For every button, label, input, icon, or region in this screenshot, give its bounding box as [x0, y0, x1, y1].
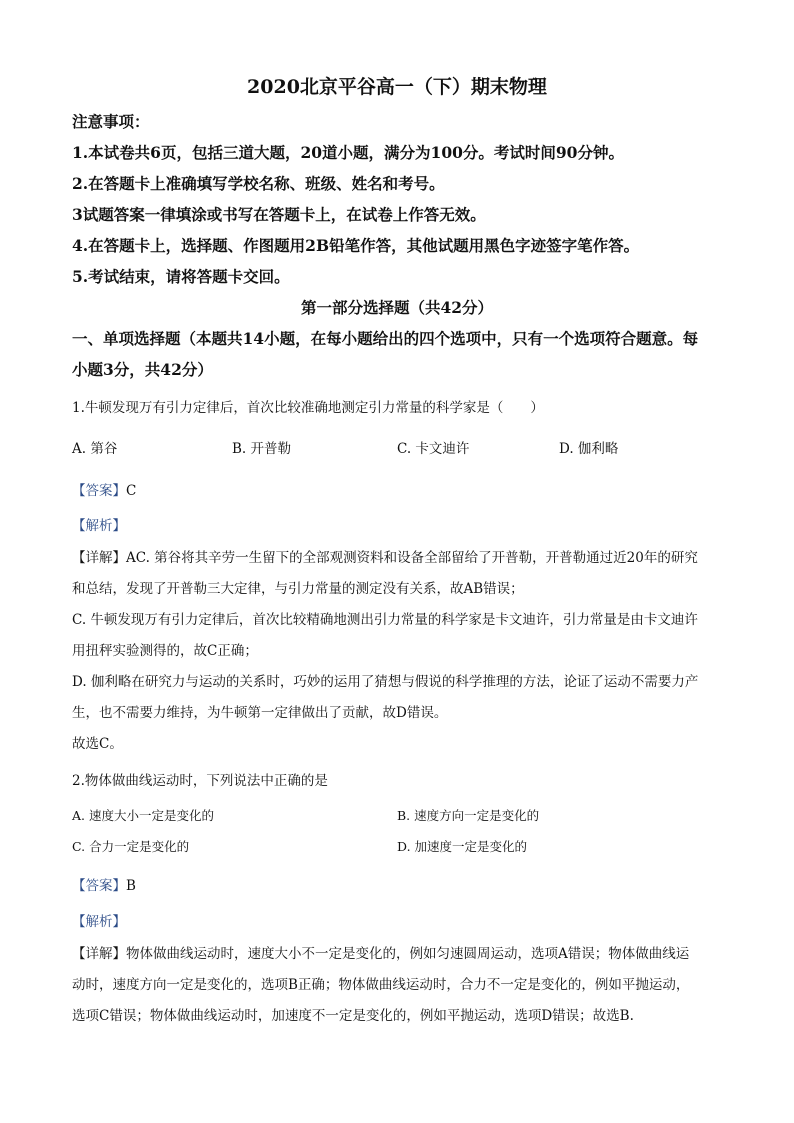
- q1-answer: [72, 479, 136, 499]
- q2-stem: 2.物体做曲线运动时，下列说法中正确的是: [72, 773, 328, 789]
- answer-value: B: [126, 878, 136, 894]
- part1-heading: 第一部分选择题（共42分）: [300, 298, 494, 317]
- notice-item-5: 5.考试结束，请将答题卡交回。: [72, 267, 290, 286]
- q2-detail-line3: 选项C错误；物体做曲线运动时，加速度不一定是变化的，例如平抛运动，选项D错误；故选B.: [72, 1008, 634, 1024]
- q1-option-c: C. 卡文迪许: [397, 441, 470, 457]
- q2-option-a: A. 速度大小一定是变化的: [72, 808, 214, 823]
- q2-detail-line1: [72, 942, 689, 962]
- q2-option-d: D. 加速度一定是变化的: [397, 839, 528, 854]
- notice-heading: 注意事项：: [72, 112, 150, 131]
- q1-option-b: B. 开普勒: [232, 441, 292, 457]
- notice-item-2: 2.在答题卡上准确填写学校名称、班级、姓名和考号。: [72, 174, 445, 193]
- detail-text: 物体做曲线运动时，速度大小不一定是变化的，例如匀速圆周运动，选项A错误；物体做曲线运: [126, 946, 690, 962]
- q2-option-b: B. 速度方向一定是变化的: [397, 808, 540, 823]
- detail-text: AC. 第谷将其辛劳一生留下的全部观测资料和设备全部留给了开普勒，开普勒通过近20年的研究: [126, 550, 698, 566]
- notice-item-3: 3试题答案一律填涂或书写在答题卡上，在试卷上作答无效。: [72, 205, 486, 224]
- section-heading-line2: 小题3分，共42分）: [72, 360, 213, 379]
- detail-tag: 【详解】: [72, 550, 126, 566]
- q1-detail-line6: 生，也不需要力维持，为牛顿第一定律做出了贡献，故D错误。: [72, 705, 448, 721]
- q2-option-c: C. 合力一定是变化的: [72, 839, 190, 854]
- answer-tag: 【答案】: [72, 483, 126, 499]
- q2-analysis-tag: 【解析】: [72, 914, 126, 930]
- q1-detail-line5: D. 伽利略在研究力与运动的关系时，巧妙的运用了猜想与假说的科学推理的方法，论证了运动不需要力产: [72, 674, 699, 690]
- notice-item-4: 4.在答题卡上，选择题、作图题用2B铅笔作答，其他试题用黑色字迹签字笔作答。: [72, 236, 640, 255]
- q2-detail-line2: 动时，速度方向一定是变化的，选项B正确；物体做曲线运动时，合力不一定是变化的，例如平抛运动，: [72, 977, 690, 993]
- q1-option-d: D. 伽利略: [559, 441, 619, 457]
- q1-detail-line2: 和总结，发现了开普勒三大定律，与引力常量的测定没有关系，故AB错误；: [72, 581, 524, 597]
- q1-analysis-tag: 【解析】: [72, 518, 126, 534]
- page-title: 2020北京平谷高一（下）期末物理: [247, 76, 547, 98]
- q1-stem: 1.牛顿发现万有引力定律后，首次比较准确地测定引力常量的科学家是（ ）: [72, 400, 544, 416]
- detail-tag: 【详解】: [72, 946, 126, 962]
- q1-detail-line7: 故选C。: [72, 736, 123, 752]
- q1-option-a: A. 第谷: [72, 441, 118, 457]
- answer-tag: 【答案】: [72, 878, 126, 894]
- q1-detail-line4: 用扭秤实验测得的，故C正确；: [72, 643, 258, 659]
- q1-detail-line3: C. 牛顿发现万有引力定律后，首次比较精确地测出引力常量的科学家是卡文迪许，引力常量是由卡文迪许: [72, 612, 698, 628]
- section-heading-line1: 一、单项选择题（本题共14小题，在每小题给出的四个选项中，只有一个选项符合题意。每: [72, 329, 699, 348]
- q2-answer: [72, 874, 136, 894]
- answer-value: C: [126, 483, 137, 499]
- notice-item-1: 1.本试卷共6页，包括三道大题，20道小题，满分为100分。考试时间90分钟。: [72, 143, 624, 162]
- q1-detail-line1: [72, 546, 698, 566]
